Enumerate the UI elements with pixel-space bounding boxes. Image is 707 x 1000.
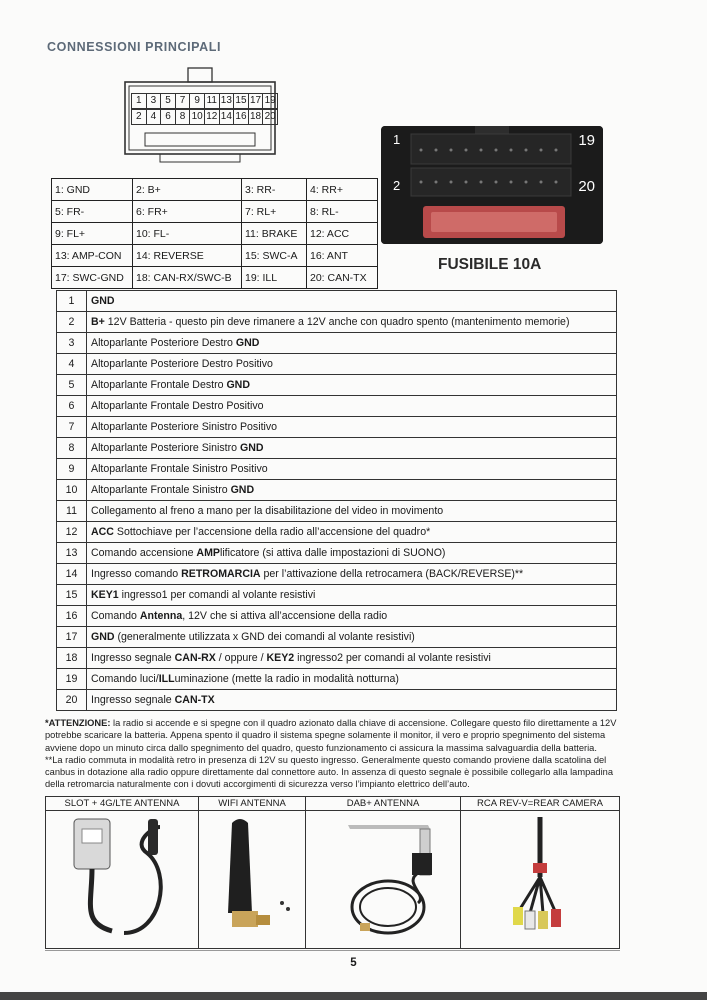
pin-description (87, 585, 617, 606)
pin-number: 14 (57, 564, 87, 585)
pin-number: 6 (57, 396, 87, 417)
pin-description (87, 690, 617, 711)
pin-number: 7 (57, 417, 87, 438)
pin-description-row (57, 669, 617, 690)
pin-description-text: Sottochiave per l’accensione della radio all’accensione del quadro* (113, 526, 431, 538)
pin-description (87, 333, 617, 354)
connector-pin-number: 3 (146, 93, 162, 109)
pin-description (87, 669, 617, 690)
pin-description-keyword: GND (226, 379, 250, 391)
pin-description-row (57, 480, 617, 501)
pin-description-text: Comando accensione (91, 547, 197, 559)
fuse-label: FUSIBILE 10A (438, 256, 542, 273)
pin-number: 1 (57, 291, 87, 312)
wifi-antenna-icon (202, 813, 302, 941)
connector-pin-number: 8 (175, 109, 191, 125)
pin-number: 20 (57, 690, 87, 711)
pin-description-row (57, 648, 617, 669)
pin-number: 11 (57, 501, 87, 522)
pin-description (87, 312, 617, 333)
pin-number: 18 (57, 648, 87, 669)
connector-pin-number: 11 (204, 93, 220, 109)
pin-grid-cell: 17: SWC-GND (52, 267, 133, 289)
pin-description-text: Altoparlante Posteriore Sinistro (91, 442, 240, 454)
pin-number: 10 (57, 480, 87, 501)
pin-grid-cell: 6: FR+ (133, 201, 242, 223)
pin-description-row (57, 501, 617, 522)
connector-pin-number: 7 (175, 93, 191, 109)
pin-description (87, 543, 617, 564)
pin-grid-cell: 3: RR- (242, 179, 307, 201)
pin-grid-cell: 7: RL+ (242, 201, 307, 223)
pin-description-row (57, 627, 617, 648)
footer-rule (45, 950, 620, 951)
pin-grid-cell: 20: CAN-TX (307, 267, 378, 289)
pin-description-keyword: GND (230, 484, 255, 496)
pin-description (87, 417, 617, 438)
accessory-label: DAB+ ANTENNA (306, 797, 461, 811)
notes-block (45, 717, 620, 791)
pin-grid-row (52, 245, 378, 267)
pin-description (87, 627, 617, 648)
pin-description-text: per l’attivazione della retrocamera (BACK/REVERSE)** (260, 568, 524, 580)
pin-grid-cell: 2: B+ (133, 179, 242, 201)
sim-slot-4g-antenna-icon (52, 813, 192, 941)
pin-description-text: Ingresso segnale (91, 694, 175, 706)
pin-description-text: Altoparlante Frontale Destro (91, 379, 227, 391)
pin-description-keyword: ILL (158, 673, 175, 685)
accessory-image-cell (46, 811, 199, 949)
pin-description-text: Altoparlante Frontale Sinistro Positivo (91, 463, 268, 475)
pin-description (87, 648, 617, 669)
pin-description-row (57, 312, 617, 333)
pin-grid-cell: 14: REVERSE (133, 245, 242, 267)
connector-pin-number: 2 (131, 109, 147, 125)
pin-number: 3 (57, 333, 87, 354)
pin-description-row (57, 690, 617, 711)
pin-description-row (57, 396, 617, 417)
connector-pin-number: 5 (160, 93, 176, 109)
plug-label-19: 19 (578, 132, 595, 149)
pin-description (87, 375, 617, 396)
pin-grid-cell: 8: RL- (307, 201, 378, 223)
pin-description-text: Ingresso comando (91, 568, 182, 580)
accessory-image-cell (199, 811, 306, 949)
connector-pin-number: 13 (219, 93, 235, 109)
connector-pin-number: 12 (204, 109, 220, 125)
pin-description-text: Comando luci/ (91, 673, 159, 685)
section-title: CONNESSIONI PRINCIPALI (47, 40, 222, 54)
pin-description-row (57, 585, 617, 606)
pin-grid-cell: 18: CAN-RX/SWC-B (133, 267, 242, 289)
pin-description-row (57, 333, 617, 354)
pin-grid-cell: 19: ILL (242, 267, 307, 289)
pin-number: 19 (57, 669, 87, 690)
pin-grid-cell: 15: SWC-A (242, 245, 307, 267)
pin-number: 4 (57, 354, 87, 375)
pin-description-text: Comando (91, 610, 140, 622)
pin-description-text: Collegamento al freno a mano per la disabilitazione del video in movimento (91, 505, 444, 517)
pin-description-row (57, 606, 617, 627)
connector-pin-number: 9 (189, 93, 205, 109)
pin-grid-row (52, 201, 378, 223)
pin-description-text: Altoparlante Posteriore Destro (91, 337, 236, 349)
pin-description-text: ingresso2 per comandi al volante resistivi (294, 652, 491, 664)
pin-description-row (57, 354, 617, 375)
pin-grid-row (52, 179, 378, 201)
pin-grid-cell: 13: AMP-CON (52, 245, 133, 267)
pin-description-keyword: GND (91, 631, 115, 643)
pin-grid-cell: 11: BRAKE (242, 223, 307, 245)
pin-grid-cell: 12: ACC (307, 223, 378, 245)
accessories-table (45, 796, 620, 949)
pin-grid-cell: 16: ANT (307, 245, 378, 267)
pin-number: 13 (57, 543, 87, 564)
pin-description-keyword: B+ (91, 316, 105, 328)
pin-grid-row (52, 267, 378, 289)
pin-number: 12 (57, 522, 87, 543)
pin-description (87, 396, 617, 417)
pin-grid-row (52, 223, 378, 245)
pin-description-keyword: RETROMARCIA (181, 568, 261, 580)
note-reverse: **La radio commuta in modalità retro in presenza di 12V su questo ingresso. Generalmente questo comando proviene dalla scatolina del canbus in dotazione alla radio oppure direttamente dal connettore auto. In assenza di questo segnale è possibile collegarlo alla lampadina della retromarcia naturalmente con i dovuti accorgimenti di sicurezza verso l’impianto elettrico dell’auto. (45, 754, 614, 790)
connector-pin-number: 10 (189, 109, 205, 125)
pin-description-text: 12V Batteria - questo pin deve rimanere a 12V anche con quadro spento (mantenimento memorie) (104, 316, 570, 328)
pin-description (87, 480, 617, 501)
pin-description-text: ingresso1 per comandi al volante resistivi (118, 589, 316, 601)
connector-pin-number: 18 (248, 109, 264, 125)
pin-description-keyword: GND (239, 442, 264, 454)
pin-description-row (57, 522, 617, 543)
pin-number: 8 (57, 438, 87, 459)
pin-description-text: Altoparlante Frontale Destro Positivo (91, 400, 264, 412)
accessory-label: WIFI ANTENNA (199, 797, 306, 811)
pin-number: 5 (57, 375, 87, 396)
pin-description-row (57, 543, 617, 564)
plug-label-1: 1 (393, 132, 401, 147)
accessory-label: SLOT + 4G/LTE ANTENNA (46, 797, 199, 811)
pin-description-text: lificatore (si attiva dalle impostazioni di SUONO) (219, 547, 446, 559)
pin-grid-cell: 5: FR- (52, 201, 133, 223)
pin-description-row (57, 375, 617, 396)
connector-pin-number: 17 (248, 93, 264, 109)
pin-description (87, 564, 617, 585)
pin-description-keyword: CAN-RX (174, 652, 216, 664)
pin-description-keyword: GND (235, 337, 260, 349)
connector-pin-number: 14 (219, 109, 235, 125)
pin-number: 17 (57, 627, 87, 648)
pin-description-text: (generalmente utilizzata x GND dei comandi al volante resistivi) (114, 631, 415, 643)
pin-description-keyword: ACC (91, 526, 114, 538)
bottom-pin-row (132, 109, 278, 125)
pin-description (87, 438, 617, 459)
plug-photo (381, 126, 603, 244)
pin-description-keyword: Antenna (139, 610, 183, 622)
connector-pin-number: 20 (262, 109, 278, 125)
pin-number: 2 (57, 312, 87, 333)
pin-description-text: Altoparlante Frontale Sinistro (91, 484, 231, 496)
note-attention (45, 717, 620, 754)
pin-description-keyword: CAN-TX (174, 694, 215, 706)
pin-description-table (56, 290, 617, 711)
pin-grid-table (51, 178, 378, 289)
page-number: 5 (350, 957, 357, 969)
plug-label-2: 2 (393, 178, 401, 193)
connector-pin-number: 15 (233, 93, 249, 109)
plug-connector-icon (381, 126, 603, 244)
pin-description-text: uminazione (mette la radio in modalità notturna) (174, 673, 399, 685)
pin-grid-cell: 4: RR+ (307, 179, 378, 201)
pin-description (87, 459, 617, 480)
pin-description-keyword: KEY2 (266, 652, 295, 664)
connector-pin-number: 19 (262, 93, 278, 109)
connector-pin-number: 16 (233, 109, 249, 125)
connector-pin-number: 1 (131, 93, 147, 109)
rca-cable-icon (465, 813, 615, 941)
pin-description-row (57, 417, 617, 438)
pin-description-text: / oppure / (215, 652, 267, 664)
pin-description (87, 501, 617, 522)
pin-description (87, 606, 617, 627)
pin-description-keyword: AMP (196, 547, 220, 559)
pin-grid-cell: 9: FL+ (52, 223, 133, 245)
pin-number: 9 (57, 459, 87, 480)
pin-number: 16 (57, 606, 87, 627)
connector-pin-number: 4 (146, 109, 162, 125)
pin-description-row (57, 459, 617, 480)
pin-description-text: , 12V che si attiva all’accensione della radio (182, 610, 388, 622)
pin-description-text: Altoparlante Posteriore Sinistro Positivo (91, 421, 278, 433)
pin-grid-cell: 10: FL- (133, 223, 242, 245)
pin-description-text: Altoparlante Posteriore Destro Positivo (91, 358, 273, 370)
pin-description (87, 291, 617, 312)
pin-number-block (132, 93, 278, 125)
pin-description-keyword: KEY1 (91, 589, 119, 601)
pin-description-row (57, 438, 617, 459)
accessory-image-cell (306, 811, 461, 949)
pin-description (87, 354, 617, 375)
connector-diagram (120, 66, 280, 166)
accessory-image-cell (461, 811, 620, 949)
accessory-label: RCA REV-V=REAR CAMERA (461, 797, 620, 811)
pin-description (87, 522, 617, 543)
scan-edge-bar (0, 992, 707, 1000)
connector-pin-number: 6 (160, 109, 176, 125)
plug-label-20: 20 (578, 178, 595, 195)
dab-antenna-icon (308, 813, 458, 941)
pin-description-row (57, 291, 617, 312)
top-pin-row (132, 93, 278, 109)
pin-description-keyword: GND (91, 295, 115, 307)
note-attention-label: *ATTENZIONE: (45, 718, 111, 728)
note-attention-text: la radio si accende e si spegne con il quadro azionato dalla chiave di accensione. Collegare questo filo direttamente a 12V potrebbe scaricare la batteria. Appena spento il quadro il sistema spegne solamente il monitor, il vero e proprio spegnimento del sistema avviene dopo un minuto circa dallo spegnimento del quadro, questo funzionamento ci assicura la massima salvaguardia della batteria. (45, 718, 617, 753)
pin-description-row (57, 564, 617, 585)
pin-number: 15 (57, 585, 87, 606)
pin-grid-cell: 1: GND (52, 179, 133, 201)
pin-description-text: Ingresso segnale (91, 652, 175, 664)
